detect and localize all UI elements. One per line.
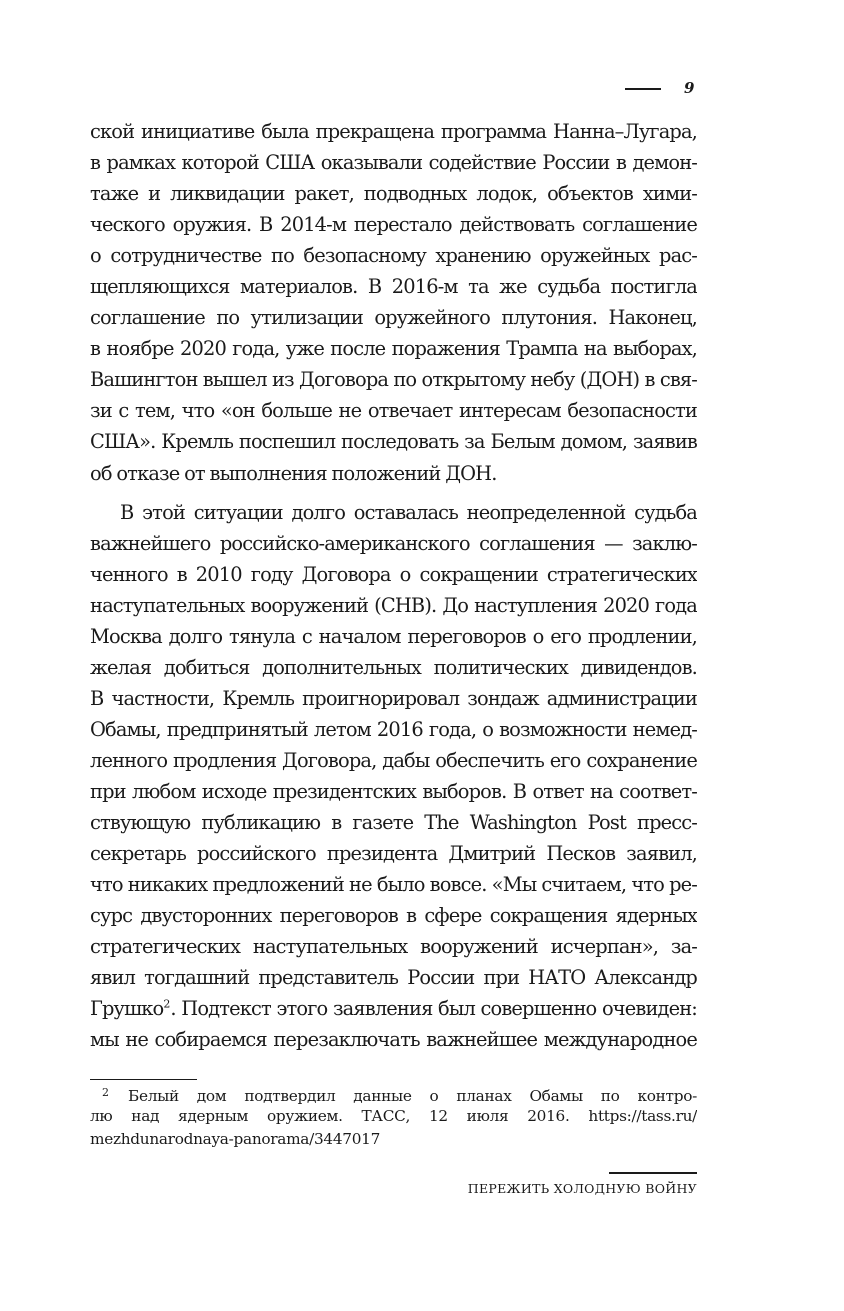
text-line: об отказе от выполнения положений ДОН. [90,461,497,485]
text-line: о сотрудничестве по безопасному хранению оружейных рас- [90,244,697,268]
text-line: Вашингтон вышел из Договора по открытому небу (ДОН) в свя- [90,368,697,392]
footnote-line [90,1081,697,1105]
text-line: США». Кремль поспешил последовать за Белым домом, заявив [90,430,697,454]
text-line: желая добиться дополнительных политических дивидендов. [90,655,697,679]
text-line: соглашение по утилизации оружейного плутония. Наконец, [90,306,697,330]
footnote-rule [90,1079,197,1080]
footnote-line: лю над ядерным оружием. ТАСС, 12 июля 2016. https://tass.ru/ [90,1106,697,1125]
footer-rule [609,1172,697,1174]
text-line: ленного продления Договора, дабы обеспечить его сохранение [90,748,697,772]
footnote-url-line[interactable]: mezhdunarodnaya-panorama/3447017 [90,1130,381,1148]
text-line: ствующую публикацию в газете The Washington Post пресс- [90,811,697,835]
text-line: при любом исходе президентских выборов. В ответ на соответ- [90,779,697,803]
text-fragment: Грушко [90,997,164,1021]
text-line: Москва долго тянула с началом переговоров о его продлении, [90,624,697,648]
text-line: важнейшего российско-американского соглашения — заклю- [90,531,697,555]
page-number: 9 [684,79,695,97]
text-line: сурс двусторонних переговоров в сфере сокращения ядерных [90,904,697,928]
text-line: ской инициативе была прекращена программа Нанна–Лугара, [90,120,697,143]
body-text [90,116,697,1055]
text-line: в ноябре 2020 года, уже после поражения Трампа на выборах, [90,337,697,361]
header-rule [625,88,661,90]
footnote [90,1081,697,1152]
text-line: ческого оружия. В 2014-м перестало действовать соглашение [90,213,697,237]
footnote-number: 2 [102,1086,109,1099]
text-line: мы не собираемся перезаключать важнейшее международное [90,1028,697,1052]
running-title: ПЕРЕЖИТЬ ХОЛОДНУЮ ВОЙНУ [467,1181,697,1196]
text-line: В этой ситуации долго оставалась неопределенной судьба [120,500,697,524]
text-line: стратегических наступательных вооружений исчерпан», за- [90,935,697,959]
text-line: ченного в 2010 году Договора о сокращении стратегических [90,562,697,586]
paragraph-1 [90,116,697,489]
paragraph-2 [90,497,697,1056]
text-line: Обамы, предпринятый летом 2016 года, о возможности немед- [90,717,697,741]
text-fragment: . Подтекст этого заявления был совершенно очевиден: [170,997,697,1021]
text-line: В частности, Кремль проигнорировал зондаж администрации [90,686,697,710]
text-line: явил тогдашний представитель России при НАТО Александр [90,966,697,990]
footnote-ref[interactable]: 2 [163,997,171,1011]
text-line: что никаких предложений не было вовсе. «Мы считаем, что ре- [90,873,697,897]
text-line-with-footnote-ref [90,993,697,1024]
text-line: щепляющихся материалов. В 2016-м та же судьба постигла [90,275,697,299]
text-line: зи с тем, что «он больше не отвечает интересам безопасности [90,399,697,423]
footnote-text: Белый дом подтвердил данные о планах Обамы по контро- [128,1087,697,1105]
text-line: таже и ликвидации ракет, подводных лодок, объектов хими- [90,182,697,206]
text-line: в рамках которой США оказывали содействие России в демон- [90,151,697,175]
text-line: наступательных вооружений (СНВ). До наступления 2020 года [90,593,697,617]
text-line: секретарь российского президента Дмитрий Песков заявил, [90,842,697,866]
paragraph-gap [90,489,697,497]
